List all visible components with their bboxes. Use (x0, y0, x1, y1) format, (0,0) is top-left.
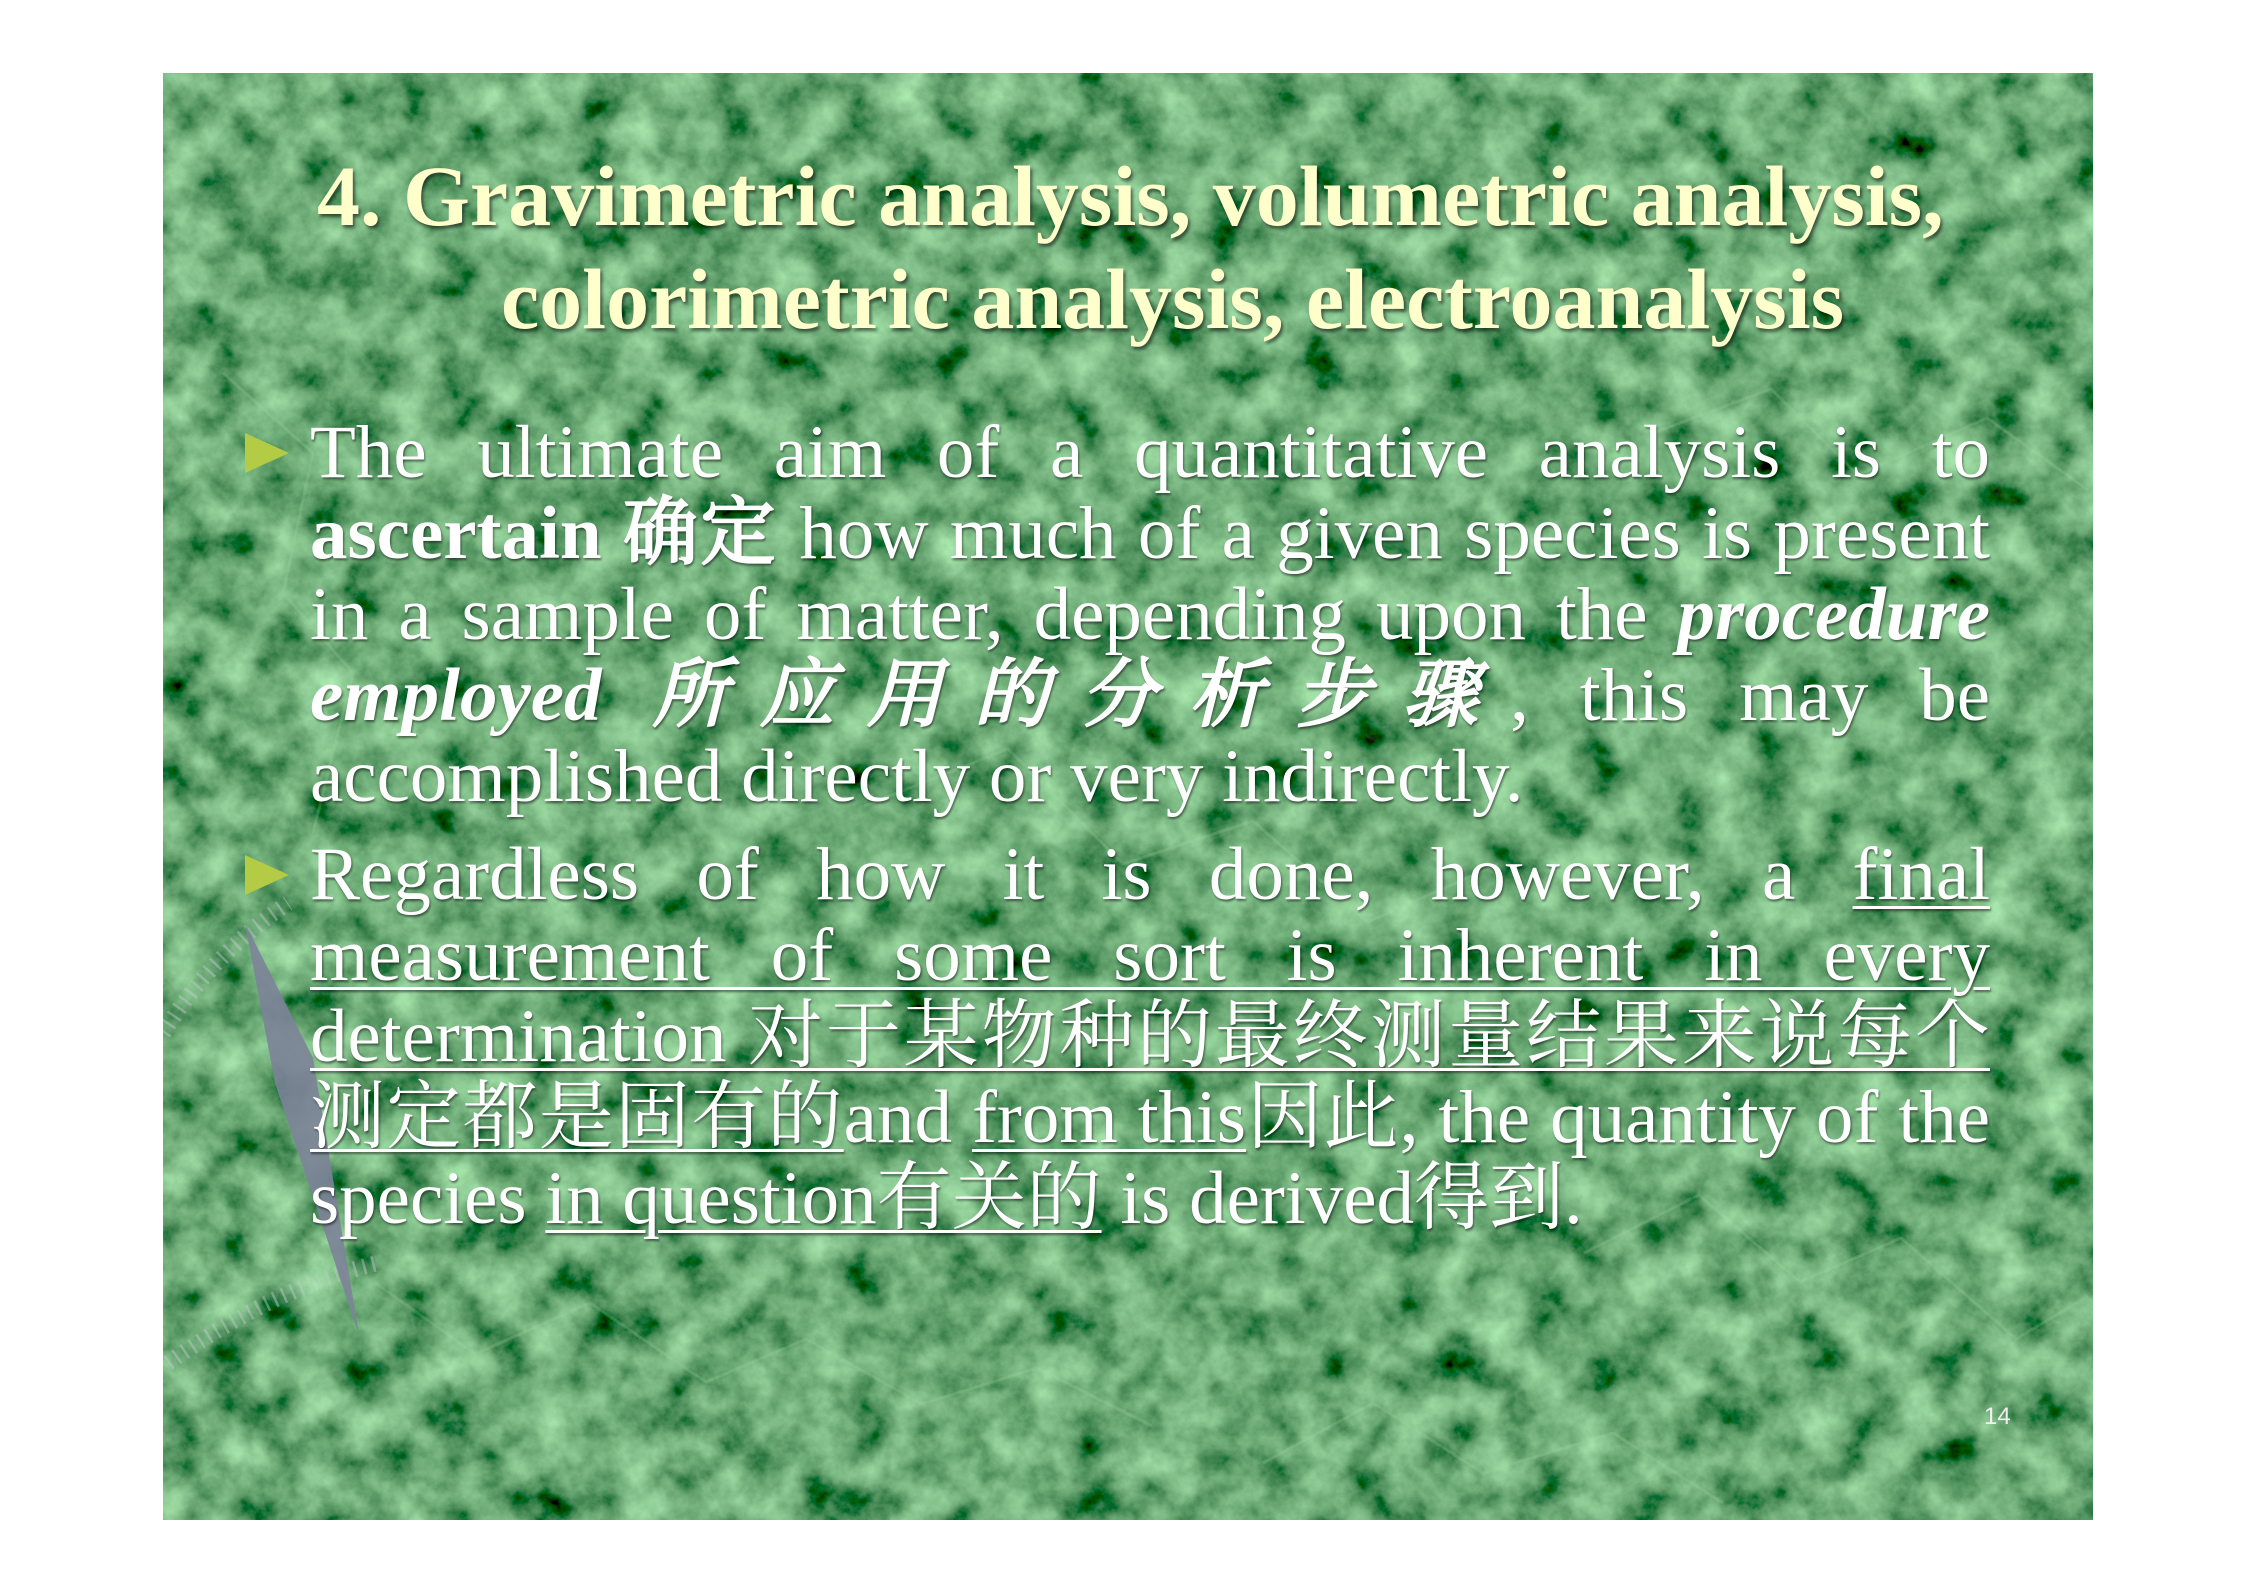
bold-italic-term: employed 所应用的分析步骤 (310, 654, 1511, 737)
bullet-paragraph (310, 834, 1990, 1239)
text-line (310, 996, 1990, 1077)
text-run: 因此, the quantity of the (1246, 1076, 1990, 1159)
slide-title-line-2: colorimetric analysis, electroanalysis (501, 251, 1845, 347)
underlined-text: 测定都是固有的 (310, 1076, 844, 1159)
slide (163, 73, 2093, 1520)
slide-title-line-1: 4. Gravimetric analysis, volumetric analysis, (317, 148, 1944, 244)
underlined-text: determination 对于某物种的最终测量结果来说每个 (310, 995, 1990, 1078)
text-run: accomplished directly or very indirectly. (310, 735, 1524, 818)
text-line (310, 1077, 1990, 1158)
bullet-paragraph (310, 412, 1990, 817)
triangle-bullet-icon (245, 433, 289, 473)
text-line (310, 736, 1990, 817)
text-run: , this may be (1510, 654, 1990, 737)
text-line (310, 655, 1990, 736)
underlined-text: final (1852, 833, 1990, 916)
text-run: The ultimate aim of a quantitative analysis is to (310, 411, 1990, 494)
bold-italic-term: procedure (1677, 573, 1990, 656)
underlined-text: measurement of some sort is inherent in every (310, 914, 1990, 997)
text-run: how much of a given species is present (778, 492, 1991, 575)
text-line (310, 1158, 1990, 1239)
text-run: and (843, 1076, 972, 1159)
text-run: is derived得到. (1101, 1157, 1583, 1240)
triangle-bullet-icon (245, 855, 289, 895)
underlined-text: in question有关的 (545, 1157, 1102, 1240)
bold-term: ascertain 确定 (310, 492, 779, 575)
text-run: in a sample of matter, depending upon the (310, 573, 1678, 656)
text-run: Regardless of how it is done, however, a (310, 833, 1853, 916)
text-line (310, 412, 1990, 493)
text-line (310, 493, 1990, 574)
text-run: species (310, 1157, 546, 1240)
text-line (310, 915, 1990, 996)
underlined-text: from this (971, 1076, 1247, 1159)
text-line (310, 574, 1990, 655)
text-line (310, 834, 1990, 915)
page-number: 14 (1984, 1403, 2011, 1430)
